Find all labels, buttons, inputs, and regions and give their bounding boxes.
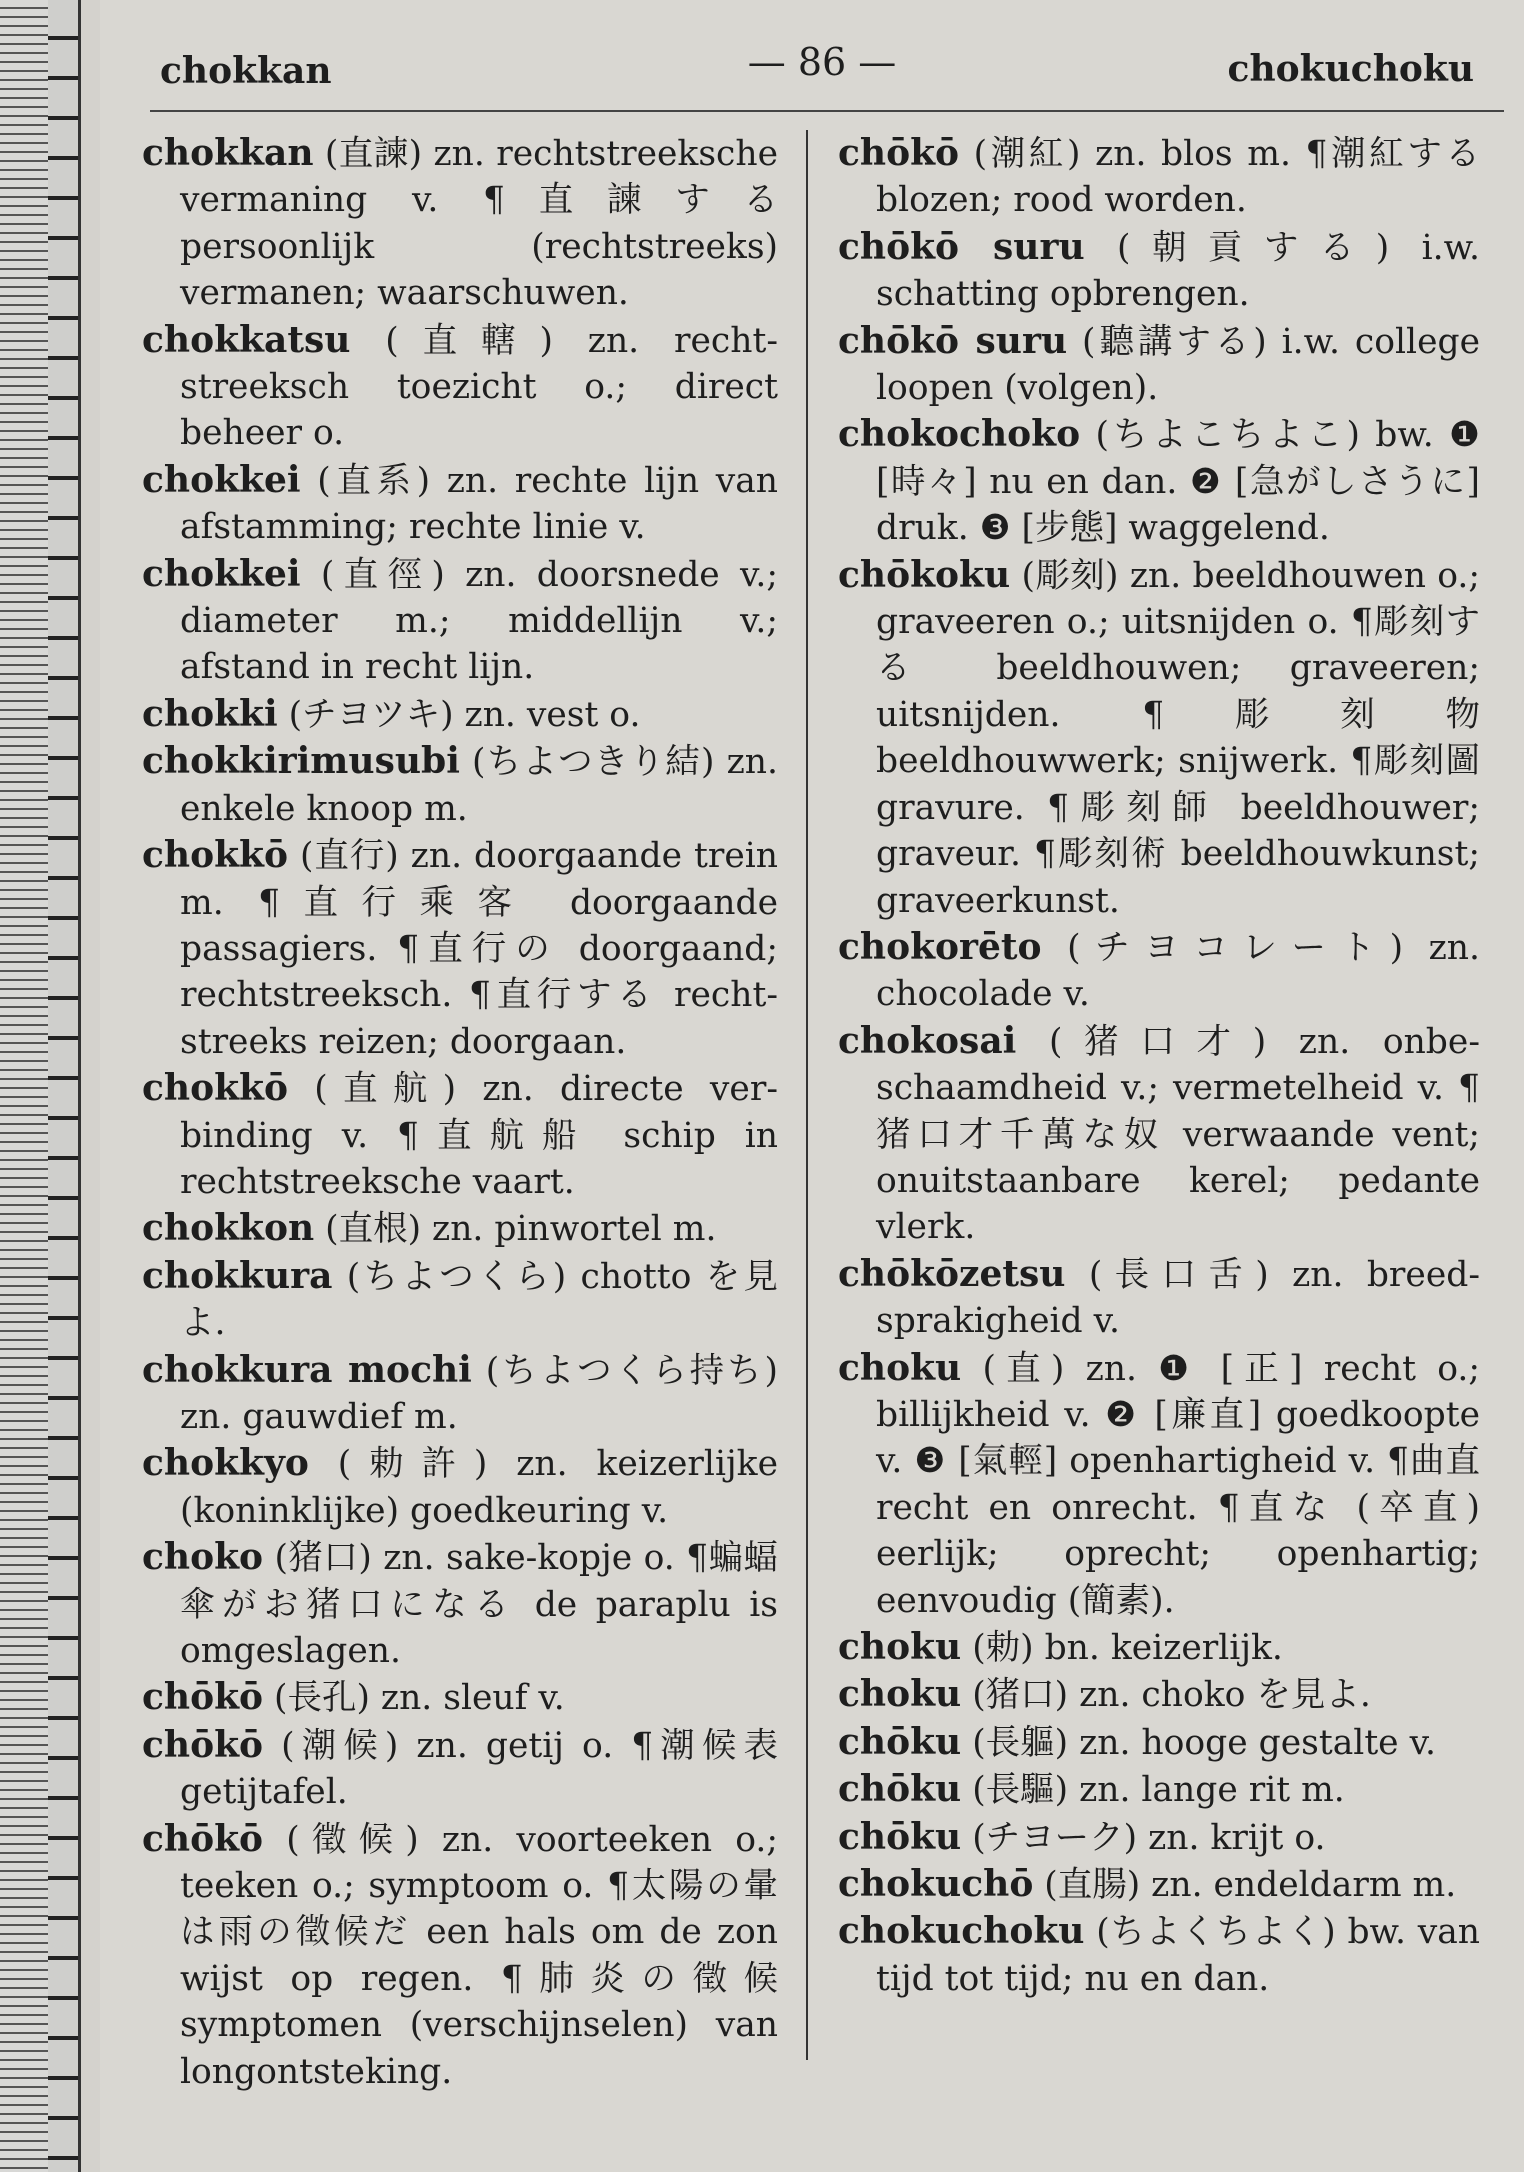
definition: (直腸) zn. endeldarm m. xyxy=(1033,1865,1457,1906)
entry xyxy=(838,1814,1480,1861)
header-rule xyxy=(150,110,1504,112)
entry xyxy=(838,1018,1480,1251)
entry xyxy=(838,318,1480,412)
headword: chokkon xyxy=(142,1207,315,1250)
entry xyxy=(838,1766,1480,1813)
entry xyxy=(838,924,1480,1018)
definition: (ちよつくら) chotto を見よ. xyxy=(180,1256,778,1344)
definition: (直系) zn. rechte lijn van afstamming; rechte linie v. xyxy=(180,460,778,548)
definition: (長口舌) zn. breedsprakigheid v. xyxy=(876,1254,1480,1342)
entry xyxy=(142,1065,778,1205)
headword: choku xyxy=(838,1626,962,1668)
headword: chōkō suru xyxy=(838,225,1085,268)
headword: chokochoko xyxy=(838,413,1081,456)
definition: (チヨツキ) zn. vest o. xyxy=(277,694,641,735)
entry xyxy=(838,224,1480,318)
headword: chokkan xyxy=(142,132,314,174)
headword: chōkō xyxy=(142,1817,264,1860)
page-header xyxy=(150,40,1494,100)
entry xyxy=(838,1345,1480,1624)
headword: chokkō xyxy=(142,834,289,877)
entry xyxy=(838,130,1480,224)
headword: chōkoku xyxy=(838,553,1011,596)
headword: choku xyxy=(838,1346,962,1389)
header-right-guideword: chokuchoku xyxy=(1227,48,1474,90)
entry xyxy=(142,1674,778,1721)
headword: chokkirimusubi xyxy=(142,740,460,783)
entry xyxy=(838,1719,1480,1766)
right-column xyxy=(838,130,1480,2002)
definition: (徵候) zn. voorteeken o.; teeken o.; symptoom o. ¶太陽の暈は雨の徵候だ een hals om de zon wijst op regen. ¶肺炎の徵候 symptomen (verschijnselen) van longontsteking. xyxy=(180,1819,778,2092)
headword: chōkōzetsu xyxy=(838,1252,1066,1295)
entry xyxy=(142,457,778,551)
definition: (朝貢する) i.w. schatting opbrengen. xyxy=(876,227,1480,315)
column-divider xyxy=(806,130,808,2060)
entry xyxy=(142,130,778,317)
headword: chokuchō xyxy=(838,1863,1034,1906)
definition: (猪口) zn. sake-kopje o. ¶蝙蝠傘がお猪口になる de paraplu is omgeslagen. xyxy=(180,1538,778,1671)
definition: (彫刻) zn. beeldhouwen o.; graveeren o.; uitsnijden o. ¶彫刻する beeldhouwen; graveeren; uitsnijden. ¶彫刻物 beeldhouwwerk; snijwerk. ¶彫刻圖 gravure. ¶彫刻師 beeldhouwer; graveur. ¶彫刻術 beeldhouwkunst; graveerkunst. xyxy=(876,555,1480,921)
definition: (チヨコレート) zn. chocolade v. xyxy=(876,927,1480,1015)
entry xyxy=(838,1624,1480,1671)
header-left-guideword: chokkan xyxy=(160,50,332,92)
entry xyxy=(142,1205,778,1252)
headword: chōku xyxy=(838,1720,962,1763)
entry xyxy=(142,1816,778,2095)
headword: chōku xyxy=(838,1768,962,1811)
definition: (長驅) zn. lange rit m. xyxy=(961,1770,1345,1811)
headword: chokkura mochi xyxy=(142,1348,472,1391)
headword: chokkura xyxy=(142,1254,333,1297)
definition: (潮紅) zn. blos m. ¶潮紅する blozen; rood worden. xyxy=(876,134,1480,221)
headword: chōku xyxy=(838,1815,962,1858)
entry xyxy=(142,1440,778,1534)
entry xyxy=(142,691,778,738)
entry xyxy=(838,552,1480,924)
dictionary-page xyxy=(100,0,1524,2172)
headword: chokkyo xyxy=(142,1442,309,1485)
headword: chōkō xyxy=(142,1676,264,1719)
definition: (猪口才) zn. onbeschaamdheid v.; vermetelheid v. ¶猪口才千萬な奴 verwaande vent; onuitstaanbare kerel; pedante vlerk. xyxy=(876,1021,1480,1248)
definition: (直轄) zn. rechtstreeksch toezicht o.; direct beheer o. xyxy=(180,320,778,454)
definition: (聽講する) i.w. college loopen (volgen). xyxy=(876,321,1480,409)
definition: (直行) zn. doorgaande trein m. ¶直行乘客 doorgaande passagiers. ¶直行の doorgaand; rechtstreeksch. ¶直行する rechtstreeks reizen; doorgaan. xyxy=(180,836,778,1062)
definition: (勅許) zn. keizerlijke (koninklijke) goedkeuring v. xyxy=(180,1444,778,1531)
page-number: — 86 — xyxy=(747,40,897,84)
headword: chokorēto xyxy=(838,925,1042,968)
definition: (ちよこちよこ) bw. ❶ [時々] nu en dan. ❷ [急がしさうに] druk. ❸ [步態] waggelend. xyxy=(876,415,1480,549)
headword: choko xyxy=(142,1536,264,1579)
entry xyxy=(838,411,1480,551)
entry xyxy=(142,1253,778,1347)
entry xyxy=(142,551,778,691)
definition: (潮候) zn. getij o. ¶潮候表 getijtafel. xyxy=(180,1725,778,1813)
headword: chokosai xyxy=(838,1019,1017,1062)
entry xyxy=(142,1722,778,1816)
definition: (ちよつきり結) zn. enkele knoop m. xyxy=(180,742,778,829)
definition: (直根) zn. pinwortel m. xyxy=(314,1209,717,1250)
definition: (長孔) zn. sleuf v. xyxy=(263,1678,565,1719)
headword: chokkō xyxy=(142,1067,289,1110)
headword: chōkō suru xyxy=(838,319,1068,362)
definition: (ちよくちよく) bw. van tijd tot tijd; nu en dan. xyxy=(876,1912,1480,1999)
entry xyxy=(142,738,778,832)
entry xyxy=(838,1861,1480,1908)
ruler-edge xyxy=(0,0,81,2172)
entry xyxy=(142,1347,778,1441)
definition: (長軀) zn. hooge gestalte v. xyxy=(961,1722,1436,1763)
entry xyxy=(142,317,778,457)
headword: choku xyxy=(838,1673,962,1716)
definition: (直) zn. ❶ [正] recht o.; billijkheid v. ❷ [廉直] goedkoopte v. ❸ [氣輕] openhartigheid v. ¶曲直 recht en onrecht. ¶直な (卒直) eerlijk; oprecht; openhartig; eenvoudig (簡素). xyxy=(876,1348,1480,1621)
headword: chōkō xyxy=(142,1723,264,1766)
headword: chokki xyxy=(142,692,278,735)
headword: chōkō xyxy=(838,132,960,174)
entry xyxy=(142,1534,778,1674)
entry xyxy=(838,1908,1480,2002)
definition: (勅) bn. keizerlijk. xyxy=(961,1628,1283,1668)
definition: (猪口) zn. choko を見よ. xyxy=(961,1675,1371,1716)
entry xyxy=(142,832,778,1065)
headword: chokkei xyxy=(142,458,301,501)
entry xyxy=(838,1671,1480,1718)
headword: chokkei xyxy=(142,552,301,595)
headword: chokuchoku xyxy=(838,1910,1085,1953)
definition: (直徑) zn. doorsnede v.; diameter m.; middellijn v.; afstand in recht lijn. xyxy=(180,554,778,688)
definition: (直諫) zn. rechtstreeksche vermaning v. ¶直諫する persoonlijk (rechtstreeks) vermanen; waarschuwen. xyxy=(180,134,778,314)
headword: chokkatsu xyxy=(142,318,351,361)
definition: (直航) zn. directe verbinding v. ¶直航船 schip in rechtstreeksche vaart. xyxy=(180,1069,778,1202)
definition: (チヨーク) zn. krijt o. xyxy=(961,1817,1326,1858)
entry xyxy=(838,1251,1480,1345)
left-column xyxy=(142,130,778,2095)
definition: (ちよつくら持ち) zn. gauwdief m. xyxy=(180,1350,778,1437)
